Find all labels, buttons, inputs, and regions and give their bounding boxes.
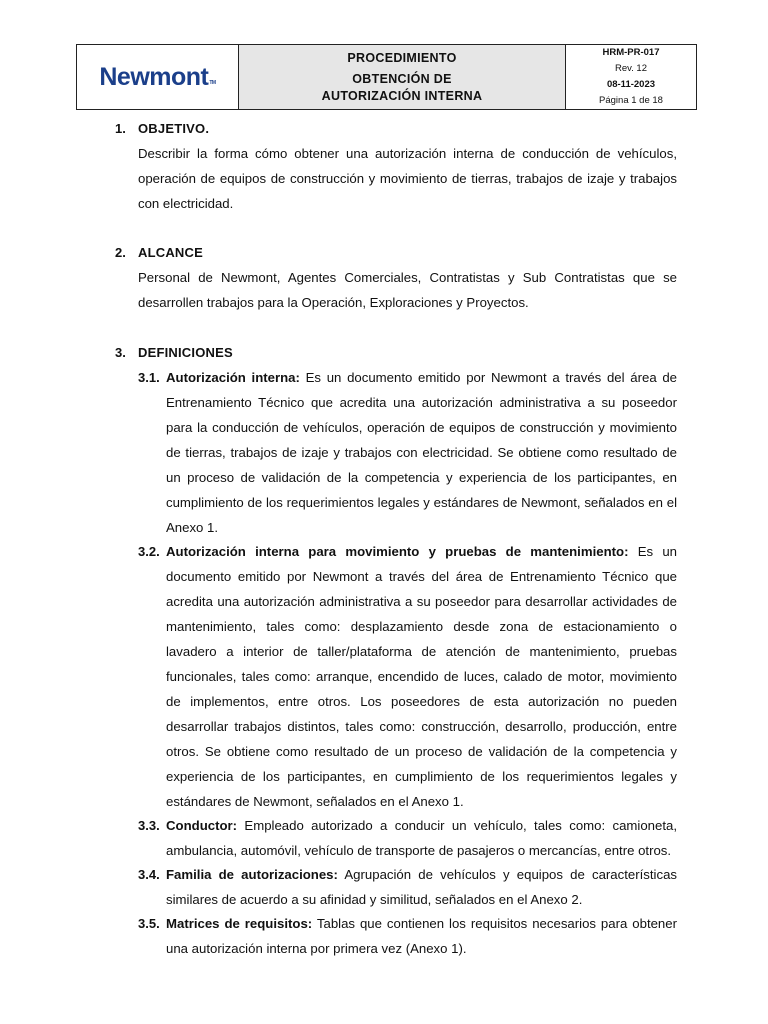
page-number: Página 1 de 18 bbox=[599, 95, 663, 106]
definition-number: 3.3. bbox=[138, 818, 160, 833]
section-title-definiciones: DEFINICIONES bbox=[138, 345, 233, 360]
definition-number: 3.2. bbox=[138, 544, 160, 559]
definition-conductor bbox=[166, 813, 677, 863]
document-date: 08-11-2023 bbox=[606, 79, 656, 90]
section-text-objetivo: Describir la forma cómo obtener una autorización interna de conducción de vehículos, operación de equipos de construcción y movimiento de tierras, trabajos de izaje y trabajos con electricidad. bbox=[138, 146, 677, 211]
definition-number: 3.4. bbox=[138, 867, 160, 882]
newmont-logo: Newmont TM bbox=[99, 62, 216, 91]
definition-term: Autorización interna para movimiento y pruebas de mantenimiento: bbox=[166, 544, 629, 559]
revision: Rev. 12 bbox=[614, 63, 648, 74]
section-number: 1. bbox=[115, 121, 126, 136]
section-title-objetivo: OBJETIVO. bbox=[138, 121, 210, 136]
definition-text: Tablas que contienen los requisitos necesarios para obtener una autorización interna por primera vez (Anexo 1). bbox=[166, 916, 677, 956]
definition-matrices bbox=[166, 911, 677, 961]
document-header bbox=[76, 44, 697, 110]
document-title-line-1: OBTENCIÓN DE bbox=[352, 71, 452, 86]
definition-number: 3.5. bbox=[138, 916, 160, 931]
definition-text: Es un documento emitido por Newmont a través del área de Entrenamiento Técnico que acredita una autorización administrativa a su poseedor para la conducción de vehículos, operación de equipos de construcción y movimiento de tierras, trabajos de izaje y trabajos con electricidad. Se obtiene como resultado de un proceso de validación de la competencia y experiencia de los participantes, en cumplimiento de los requerimientos legales y estándares de Newmont, señalados en el Anexo 1. bbox=[166, 370, 678, 535]
section-text-alcance: Personal de Newmont, Agentes Comerciales, Contratistas y Sub Contratistas que se desarrollen trabajos para la Operación, Exploraciones y Proyectos. bbox=[138, 270, 677, 310]
definition-text: Es un documento emitido por Newmont a través del área de Entrenamiento Técnico que acredita una autorización administrativa a su poseedor para desarrollar actividades de mantenimiento, tales como: desplazamiento desde zona de estacionamiento o lavadero a interior de taller/plataforma de atención de mantenimiento, pruebas funcionales, tales como: arranque, encendido de luces, calado de motor, movimiento de implementos, entre otros. Los poseedores de esta autorización no pueden desarrollar trabajos distintos, tales como: construcción, desarrollo, producción, entre otros. Se obtiene como resultado de un proceso de validación de la competencia y experiencia de los participantes, en cumplimiento de los requerimientos legales y estándares de Newmont, señalados en el Anexo 1. bbox=[166, 544, 677, 809]
document-type: PROCEDIMIENTO bbox=[347, 50, 457, 65]
definition-autorizacion-mantenimiento bbox=[166, 539, 677, 814]
document-code: HRM-PR-017 bbox=[602, 47, 660, 58]
definition-term: Matrices de requisitos: bbox=[166, 916, 313, 931]
definition-term: Conductor: bbox=[166, 818, 238, 833]
logo-cell bbox=[77, 45, 239, 110]
definition-number: 3.1. bbox=[138, 370, 160, 385]
section-number: 2. bbox=[115, 245, 126, 260]
definition-term: Autorización interna: bbox=[166, 370, 300, 385]
definition-term: Familia de autorizaciones: bbox=[166, 867, 338, 882]
document-title-cell bbox=[239, 45, 566, 110]
document-meta-cell bbox=[566, 45, 697, 110]
document-title-line-2: AUTORIZACIÓN INTERNA bbox=[321, 88, 483, 103]
definition-text: Empleado autorizado a conducir un vehículo, tales como: camioneta, ambulancia, automóvil, vehículo de transporte de pasajeros o mercancías, entre otros. bbox=[166, 818, 677, 858]
definition-text: Agrupación de vehículos y equipos de características similares de acuerdo a su afinidad y similitud, señalados en el Anexo 2. bbox=[166, 867, 677, 907]
section-number: 3. bbox=[115, 345, 126, 360]
definition-familia bbox=[166, 862, 677, 912]
definition-autorizacion-interna bbox=[166, 365, 677, 540]
section-title-alcance: ALCANCE bbox=[138, 245, 203, 260]
